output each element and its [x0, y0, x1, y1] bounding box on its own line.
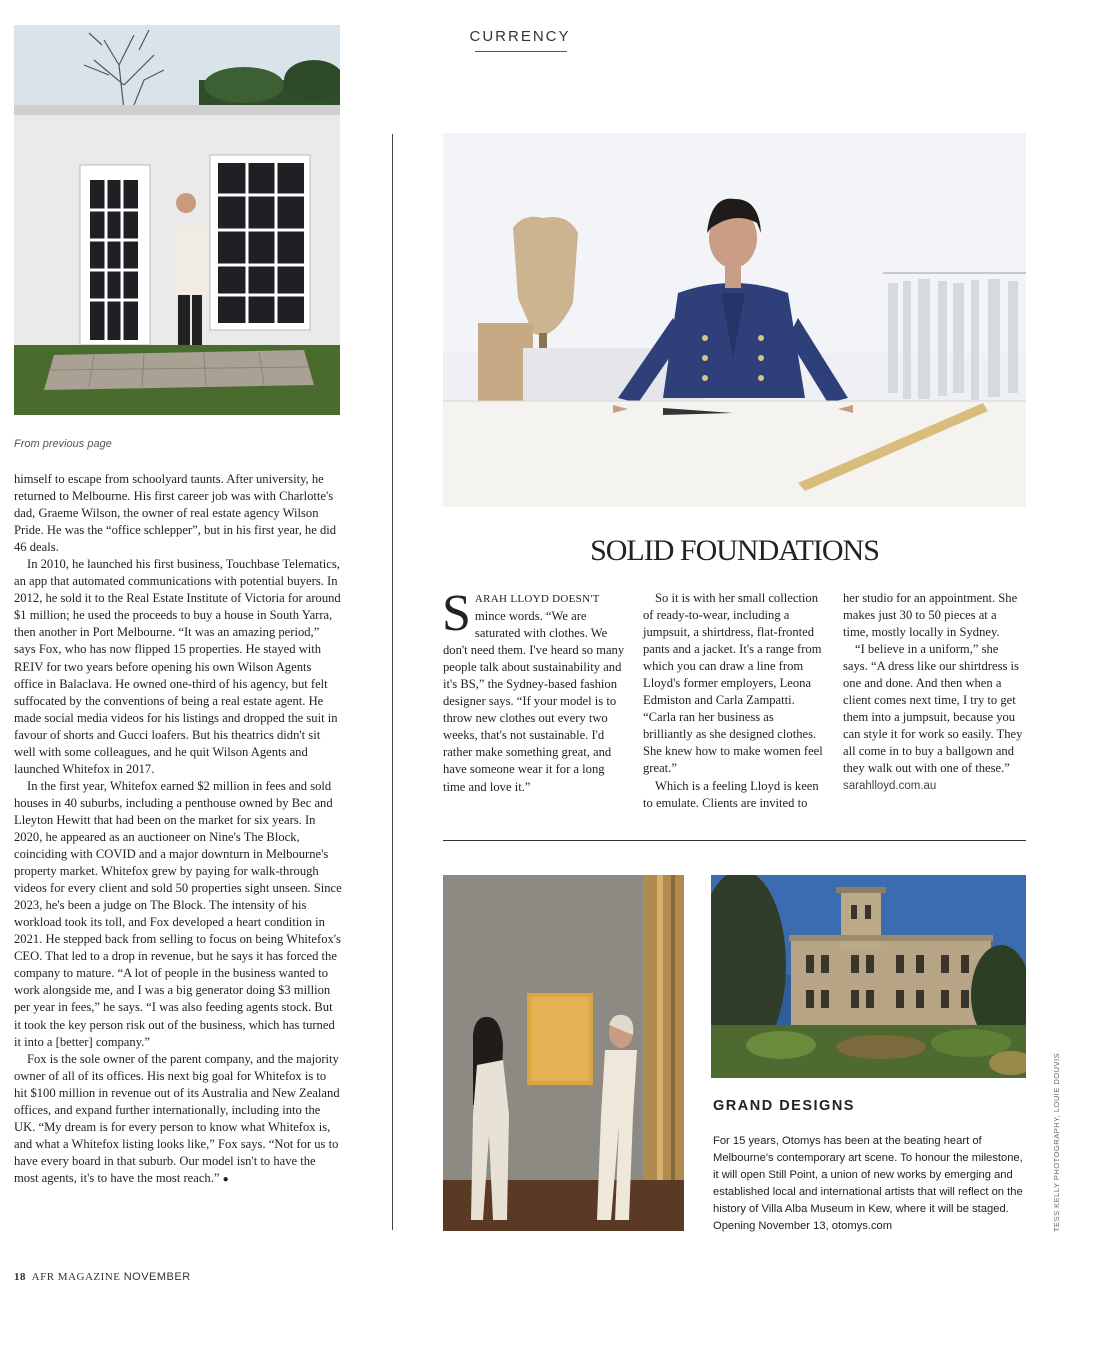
feature-paragraph: “I believe in a uniform,” she says. “A dress like our shirtdress is one and done. And then when a client comes next time, I try to get them into a jumpsuit, because you can style it for work so easily. They all come in to buy a ballgown and they walk out with one of these.” — [843, 642, 1023, 776]
section-underline — [475, 51, 567, 52]
lead-in: ARAH LLOYD DOESN'T — [474, 593, 600, 605]
drop-cap: S — [442, 585, 471, 642]
feature-paragraph: Which is a feeling Lloyd is keen to emulate. Clients are invited to — [643, 778, 819, 810]
page-footer — [14, 1271, 191, 1283]
column-divider — [392, 134, 393, 1230]
issue-month: NOVEMBER — [123, 1271, 191, 1283]
website-link[interactable]: sarahlloyd.com.au — [843, 779, 937, 792]
feature-column-3 — [843, 590, 1025, 812]
left-paragraph: In the first year, Whitefox earned $2 million in fees and sold houses in 40 suburbs, including a penthouse owned by Bec and Lleyton Hewitt that had been on the market for six years. In 2020, he appeared as an auctioneer on Nine's The Block, coinciding with COVID and a major downturn in Melbourne's property market. Whitefox grew by paying for walk-through videos for every client and sold 50 properties sight unseen. Since 2023, he's been a judge on The Block. The intensity of his workload took its toll, and Fox developed a heart condition in 2021. He stepped back from selling to focus on being Whitefox's CEO. That led to a drop in revenue, but he says it has forced the company to mature. “A lot of people in the business wanted to work alongside me, and I was a big generator doing $3 million per year in fees,” he says. “I was also feeding agents stock. But it took the key person risk out of the business, which has turned it into a [better] company.” — [14, 778, 342, 1049]
section-label: CURRENCY — [469, 28, 571, 45]
photo-villa-alba — [711, 875, 1026, 1078]
feature-paragraph: her studio for an appointment. She makes just 30 to 50 pieces at a time, mostly locally in Sydney. — [843, 591, 1018, 640]
left-paragraph: In 2010, he launched his first business, Touchbase Telematics, an app that automated communications with potential buyers. In 2012, he sold it to the Real Estate Institute of Victoria for around $1 million; he used the proceeds to buy a house in South Yarra, then another in Port Melbourne. “It was an amazing period,” says Fox, who has now flipped 15 properties. He stayed with REIV for two years before opening his own Wilson Agents office in Balaclava. He owned one-third of his agency, but felt suffocated by the conventions of being a real estate agent. He made social media videos for his listings and dropped the suit in favour of shorts and Gucci loafers. But his theatrics didn't sit well with some colleagues, and he quit Wilson Agents and launched Whitefox in 2017. — [14, 557, 341, 776]
feature-paragraph: So it is with her small collection of ready-to-wear, including a jumpsuit, a shirtdress, flat-fronted pants and a jacket. It's a range from which you can draw a line from Lloyd's former employers, Leona Edmiston and Carla Zampatti. “Carla ran her business as brilliantly as she designed clothes. She knew how to make women feel great.” — [643, 591, 823, 776]
photo-house-portrait — [14, 25, 340, 415]
photo-caption: From previous page — [14, 438, 112, 450]
feature-paragraph: mince words. “We are saturated with clothes. We don't need them. I've heard so many people talk about sustainability and it's BS,” the Sydney-based fashion designer says. “If your model is to throw new clothes out every two weeks, that's not sustainable. I'd rather make something great, and have someone wear it for a long time and love it.” — [443, 609, 625, 794]
left-paragraph-final — [14, 1051, 342, 1188]
section-divider — [443, 840, 1026, 841]
feature-column-2 — [643, 590, 825, 812]
left-paragraph: Fox is the sole owner of the parent company, and the majority owner of all of its offices. His next big goal for Whitefox is to hit $100 million in revenue out of its Australia and New Zealand offices, and expand further internationally, including into the UK. “My dream is for every person to know what Whitefox is, and what a Whitefox listing looks like,” Fox says. “Not for us to have every board in that suburb. Our model isn't to have the most agents, it's to have the most reach.” — [14, 1051, 340, 1185]
feature-title: SOLID FOUNDATIONS — [590, 534, 879, 567]
grand-designs-body: For 15 years, Otomys has been at the beating heart of Melbourne's contemporary art scene. To honour the milestone, it will open Still Point, a union of new works by emerging and established local and international artists that will reflect on the history of Villa Alba Museum in Kew, where it will be staged. Opening November 13, otomys.com — [713, 1135, 1023, 1232]
photo-designer-studio — [443, 133, 1026, 507]
left-column-article — [14, 471, 342, 1188]
photo-gallery-artwork — [443, 875, 684, 1231]
feature-body — [442, 585, 1026, 812]
photo-credit: TESS KELLY PHOTOGRAPHY, LOUIE DOUVIS — [1052, 1052, 1061, 1232]
end-mark-icon: ● — [222, 1173, 229, 1185]
left-paragraph: himself to escape from schoolyard taunts. After university, he returned to Melbourne. His first career job was with Charlotte's dad, Graeme Wilson, the owner of real estate agency Wilson Pride. He was the “office schlepper”, but in his first year, he did 46 deals. — [14, 472, 337, 555]
publication-name: AFR MAGAZINE — [31, 1271, 121, 1283]
page-number: 18 — [14, 1271, 26, 1283]
feature-column-1 — [442, 585, 625, 812]
grand-designs-heading: GRAND DESIGNS — [713, 1098, 855, 1114]
